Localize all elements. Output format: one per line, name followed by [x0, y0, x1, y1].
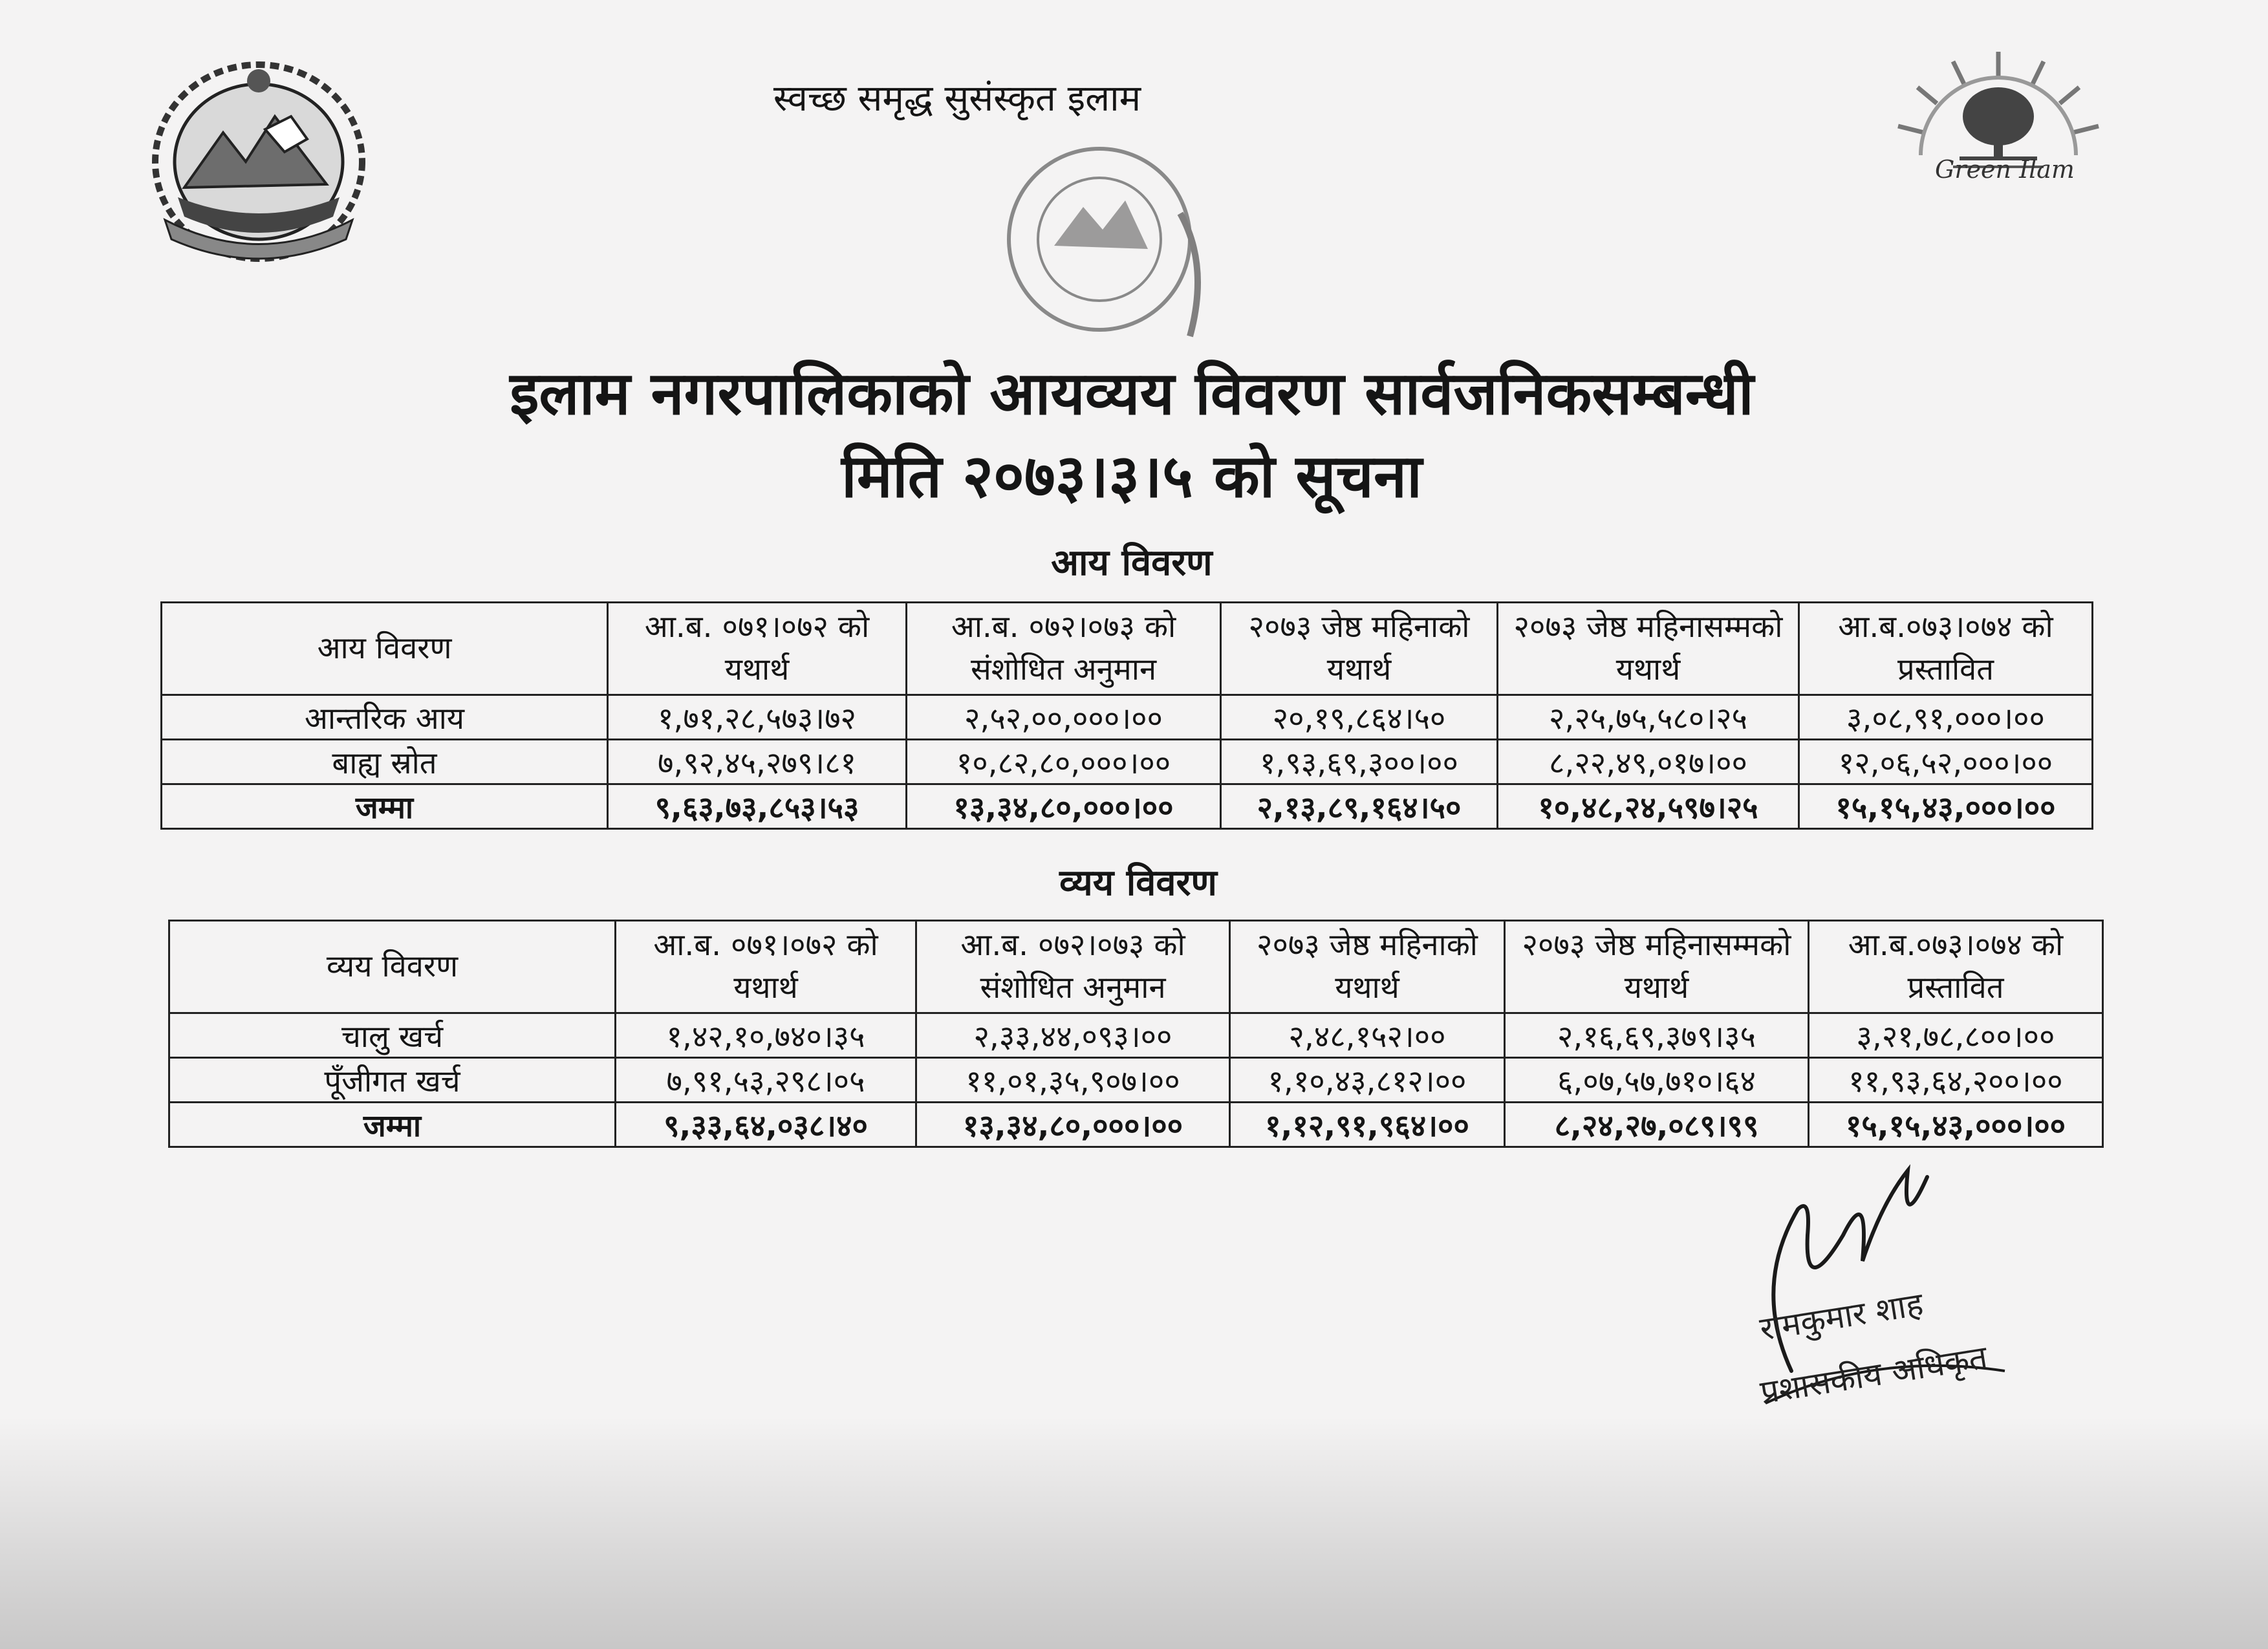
- table-cell: ११,९३,६४,२००।००: [1809, 1058, 2103, 1103]
- table-cell: १५,१५,४३,०००।००: [1809, 1103, 2103, 1147]
- column-header: २०७३ जेष्ठ महिनासम्मको यथार्थ: [1505, 921, 1809, 1013]
- row-label: आन्तरिक आय: [162, 695, 608, 740]
- signatory-designation: प्रशासकीय अधिकृत: [1757, 1338, 1990, 1412]
- table-cell: ६,०७,५७,७१०।६४: [1505, 1058, 1809, 1103]
- expense-heading: व्यय विवरण: [1059, 862, 1217, 904]
- row-label: जम्मा: [162, 784, 608, 829]
- scan-shadow: [0, 1416, 2268, 1649]
- table-cell: ८,२४,२७,०८९।९९: [1505, 1103, 1809, 1147]
- row-label: जम्मा: [169, 1103, 616, 1147]
- office-stamp-icon: [977, 123, 1248, 382]
- table-total-row: [162, 784, 2093, 829]
- table-cell: २,२५,७५,५८०।२५: [1498, 695, 1799, 740]
- row-label: बाह्य स्रोत: [162, 740, 608, 784]
- table-header-row: [169, 921, 2103, 1013]
- table-cell: १,४२,१०,७४०।३५: [616, 1013, 916, 1058]
- table-cell: २,१६,६९,३७९।३५: [1505, 1013, 1809, 1058]
- income-heading: आय विवरण: [1051, 542, 1213, 584]
- table-cell: १३,३४,८०,०००।००: [907, 784, 1221, 829]
- table-cell: २,४८,१५२।००: [1230, 1013, 1505, 1058]
- table-cell: १२,०६,५२,०००।००: [1799, 740, 2093, 784]
- table-cell: ३,०८,९१,०००।००: [1799, 695, 2093, 740]
- table-cell: २,५२,००,०००।००: [907, 695, 1221, 740]
- table-row: [162, 740, 2093, 784]
- table-cell: १०,४८,२४,५९७।२५: [1498, 784, 1799, 829]
- income-table: [160, 601, 2093, 830]
- column-header: आ.ब. ०७१।०७२ को यथार्थ: [608, 603, 907, 695]
- column-header: आ.ब. ०७२।०७३ को संशोधित अनुमान: [916, 921, 1230, 1013]
- table-cell: १५,१५,४३,०००।००: [1799, 784, 2093, 829]
- row-label: चालु खर्च: [169, 1013, 616, 1058]
- table-cell: २०,१९,८६४।५०: [1221, 695, 1498, 740]
- table-row: [169, 1058, 2103, 1103]
- table-cell: १,७१,२८,५७३।७२: [608, 695, 907, 740]
- column-header: २०७३ जेष्ठ महिनाको यथार्थ: [1221, 603, 1498, 695]
- motto: स्वच्छ समृद्ध सुसंस्कृत इलाम: [773, 78, 1141, 120]
- table-cell: ७,९२,४५,२७९।८१: [608, 740, 907, 784]
- title-line-1: इलाम नगरपालिकाको आयव्यय विवरण सार्वजनिकसम्बन्धी: [510, 359, 1754, 428]
- table-cell: १०,८२,८०,०००।००: [907, 740, 1221, 784]
- column-header: आय विवरण: [162, 603, 608, 695]
- row-label: पूँजीगत खर्च: [169, 1058, 616, 1103]
- green-ilam-logo-text: Green Ilam: [1935, 155, 2075, 184]
- table-cell: ८,२२,४९,०१७।००: [1498, 740, 1799, 784]
- table-cell: ९,३३,६४,०३८।४०: [616, 1103, 916, 1147]
- column-header: आ.ब. ०७१।०७२ को यथार्थ: [616, 921, 916, 1013]
- notice-title: [194, 352, 2069, 518]
- column-header: आ.ब. ०७२।०७३ को संशोधित अनुमान: [907, 603, 1221, 695]
- column-header: २०७३ जेष्ठ महिनासम्मको यथार्थ: [1498, 603, 1799, 695]
- signatory-name: रामकुमार शाह: [1757, 1285, 1926, 1348]
- table-cell: १३,३४,८०,०००।००: [916, 1103, 1230, 1147]
- table-cell: ११,०१,३५,९०७।००: [916, 1058, 1230, 1103]
- column-header: २०७३ जेष्ठ महिनाको यथार्थ: [1230, 921, 1505, 1013]
- table-cell: १,१२,९१,९६४।००: [1230, 1103, 1505, 1147]
- table-cell: ७,९१,५३,२९८।०५: [616, 1058, 916, 1103]
- expense-table: [168, 920, 2104, 1148]
- table-total-row: [169, 1103, 2103, 1147]
- table-row: [169, 1013, 2103, 1058]
- table-header-row: [162, 603, 2093, 695]
- column-header: आ.ब.०७३।०७४ को प्रस्तावित: [1809, 921, 2103, 1013]
- column-header: आ.ब.०७३।०७४ को प्रस्तावित: [1799, 603, 2093, 695]
- column-header: व्यय विवरण: [169, 921, 616, 1013]
- table-cell: ९,६३,७३,८५३।५३: [608, 784, 907, 829]
- table-cell: १,९३,६९,३००।००: [1221, 740, 1498, 784]
- title-line-2: मिति २०७३।३।५ को सूचना: [841, 442, 1422, 511]
- nepal-emblem-icon: [139, 55, 378, 275]
- table-cell: ३,२१,७८,८००।००: [1809, 1013, 2103, 1058]
- table-cell: २,३३,४४,०९३।००: [916, 1013, 1230, 1058]
- table-cell: २,१३,८९,१६४।५०: [1221, 784, 1498, 829]
- table-row: [162, 695, 2093, 740]
- table-cell: १,१०,४३,८१२।००: [1230, 1058, 1505, 1103]
